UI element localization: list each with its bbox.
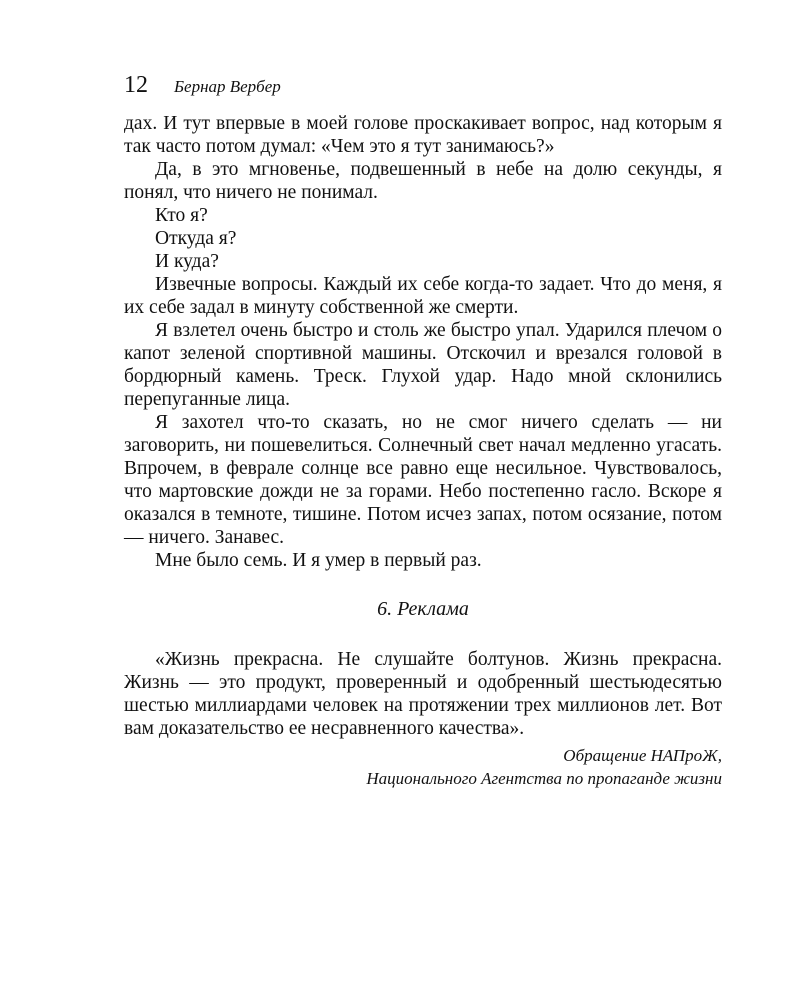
page-number: 12 [124, 72, 148, 98]
paragraph: Я взлетел очень быстро и столь же быстро упал. Ударился плечом о капот зеленой спортивной машины. Отскочил и врезался головой в бордюрный камень. Треск. Глухой удар. Надо мной склонились перепуганные лица. [124, 320, 722, 410]
epigraph: «Жизнь прекрасна. Не слушайте болтунов. Жизнь прекрасна. Жизнь — это продукт, проверенный и одобренный шестьюдесятью шестью миллиардами человек на протяжении трех миллионов лет. Вот вам доказательство ее несравненного качества». [124, 649, 722, 739]
page-header [124, 72, 281, 99]
paragraph: И куда? [155, 251, 219, 272]
page-text [124, 112, 722, 790]
paragraph: Я захотел что-то сказать, но не смог ничего сделать — ни заговорить, ни пошевелиться. Солнечный свет начал медленно угасать. Впрочем, в феврале солнце все равно еще несильное. Чувствовалось, что мартовские дожди не за горами. Небо постепенно гасло. Вскоре я оказался в темноте, тишине. Потом исчез запах, потом осязание, потом — ничего. Занавес. [124, 412, 722, 548]
paragraph: Извечные вопросы. Каждый их себе когда-то задает. Что до меня, я их себе задал в минуту собственной же смерти. [124, 274, 722, 318]
paragraph: Да, в это мгновенье, подвешенный в небе на долю секунды, я понял, что ничего не понимал. [124, 159, 722, 203]
running-head: Бернар Вербер [174, 77, 281, 96]
epigraph-source-line: Национального Агентства по пропаганде жизни [366, 769, 722, 788]
epigraph-source-line: Обращение НАПроЖ, [563, 746, 722, 765]
paragraph: Мне было семь. И я умер в первый раз. [155, 550, 482, 571]
paragraph: Кто я? [155, 205, 208, 226]
paragraph: дах. И тут впервые в моей голове проскакивает вопрос, над которым я так часто потом думал: «Чем это я тут занимаюсь?» [124, 113, 722, 157]
paragraph: Откуда я? [155, 228, 237, 249]
epigraph-source [124, 744, 722, 790]
chapter-title: 6. Реклама [377, 598, 469, 620]
